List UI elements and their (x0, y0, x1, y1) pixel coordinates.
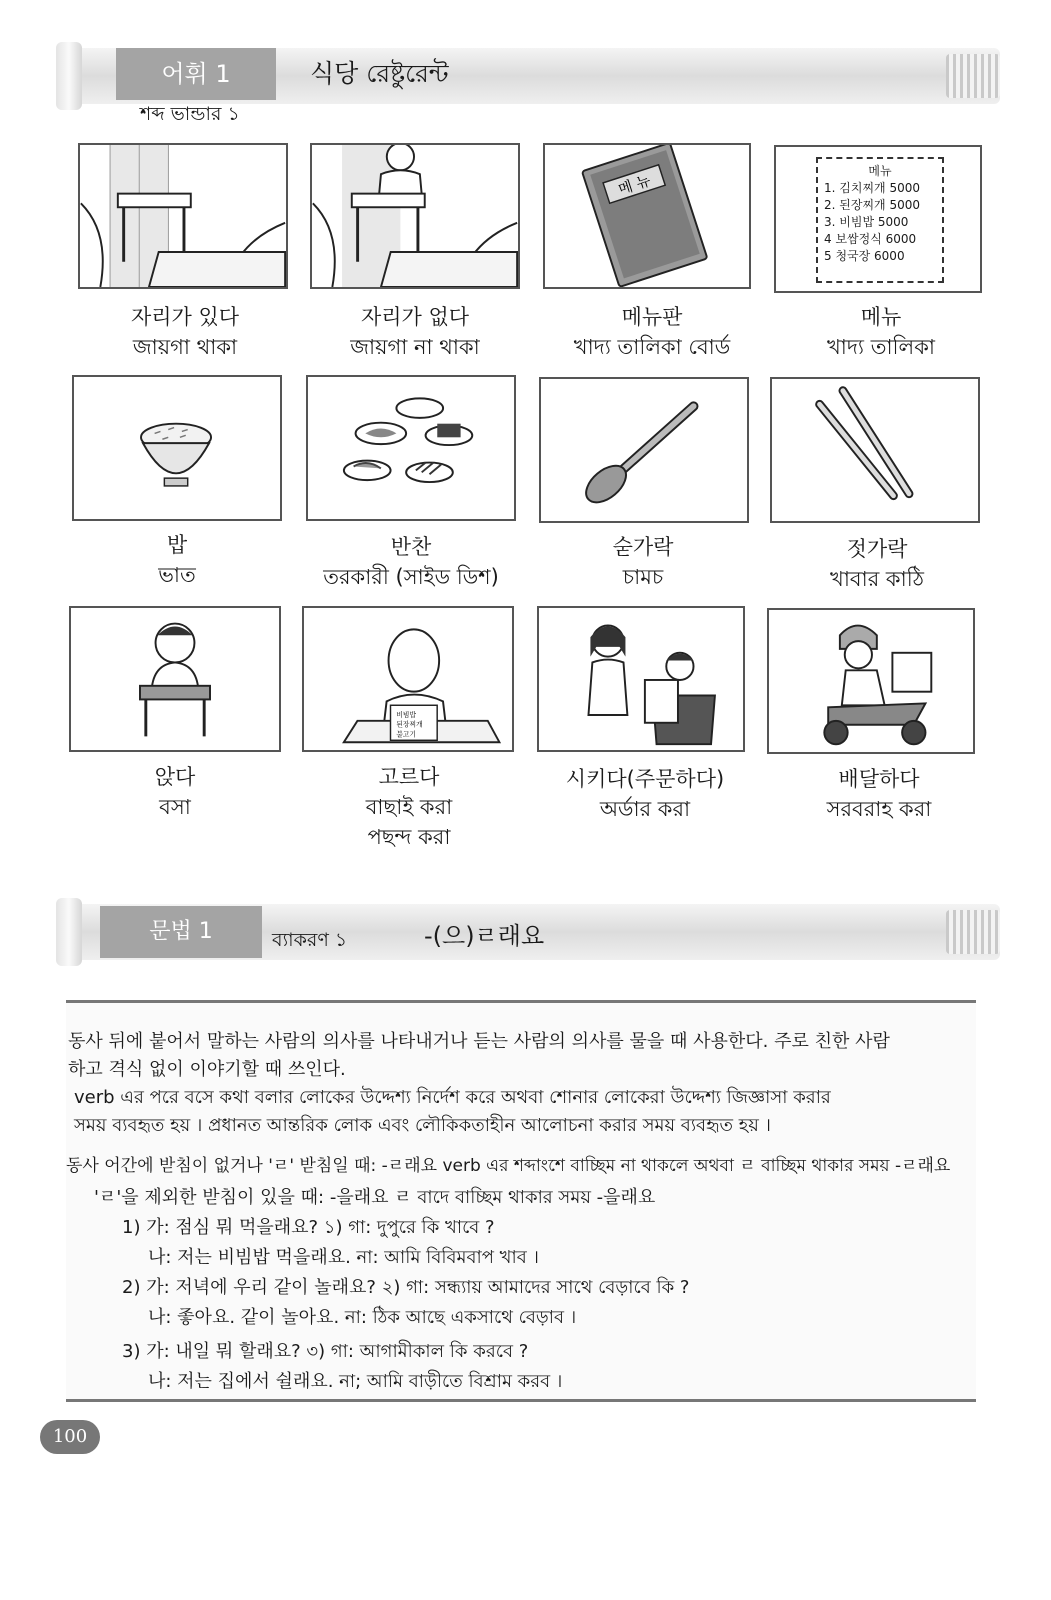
spoon-image (539, 377, 749, 523)
example-question: 2) 가: 저녁에 우리 같이 놀래요? ২) গা: সন্ধ্যায় আমাদের সাথে বেড়াবে কি ? (122, 1277, 690, 1298)
vocab-caption (70, 302, 300, 362)
caption-korean: 밥 (166, 533, 188, 557)
seat-unavailable-image (310, 143, 520, 289)
example-answer: 나: 저는 비빔밥 먹을래요. না: আমি বিবিমবাপ খাব । (148, 1247, 539, 1268)
choose-image (302, 606, 514, 752)
caption-korean: 고르다 (378, 765, 440, 789)
example-question: 1) 가: 점심 뭐 먹을래요? ১) গা: দুপুরে কি খাবে ? (122, 1217, 495, 1238)
caption-bengali: অর্ডার করা (599, 797, 691, 821)
menu-board-heading: 메뉴 (868, 164, 892, 178)
grammar-label: ব্যাকরণ ১ (272, 929, 348, 951)
caption-bengali: বসা (159, 795, 191, 819)
caption-bengali: জায়গা থাকা (132, 335, 238, 359)
grammar-line: verb এর পরে বসে কথা বলার লোকের উদ্দেশ্য নির্দেশ করে অথবা শোনার লোকেরা উদ্দেশ্য জিজ্ঞাসা করার (74, 1087, 831, 1108)
banner-left-cap (56, 42, 82, 110)
menu-board-item: 2. 된장찌개 5000 (824, 198, 920, 212)
vocab-caption (296, 532, 526, 592)
grammar-line: 동사 어간에 받침이 없거나 'ㄹ' 받침일 때: -ㄹ래요 verb এর শব্দাংশে বাচ্ছিম না থাকলে অথবা ㄹ বাচ্ছিম থাকার সময় -ㄹ래요 (66, 1156, 951, 1176)
grammar-tag: 문법 1 (100, 906, 262, 958)
menu-board-item: 1. 김치찌개 5000 (824, 181, 920, 195)
caption-korean: 메뉴판 (621, 305, 683, 329)
grammar-line: 동사 뒤에 붙어서 말하는 사람의 의사를 나타내거나 듣는 사람의 의사를 물을 때 사용한다. 주로 친한 사람 (68, 1031, 890, 1052)
example-question: 3) 가: 내일 뭐 할래요? ৩) গা: আগামীকাল কি করবে ? (122, 1341, 529, 1362)
caption-bengali: খাবার কাঠি (830, 567, 924, 591)
vocab-caption (300, 302, 530, 362)
grammar-line: 'ㄹ'을 제외한 받침이 있을 때: -을래요 ㄹ বাদে বাচ্ছিম থাকার সময় -을래요 (94, 1187, 656, 1208)
banner-right-cap (946, 910, 1000, 954)
seat-available-image (78, 143, 288, 289)
caption-bengali: তরকারী (সাইড ডিশ) (323, 565, 499, 589)
menu-board-item: 3. 비빔밥 5000 (824, 215, 909, 229)
menu-board (816, 157, 944, 283)
vocab-caption (762, 534, 992, 594)
vocab-banner (60, 48, 1000, 104)
caption-korean: 젓가락 (846, 537, 908, 561)
caption-korean: 시키다(주문하다) (565, 767, 725, 791)
rice-image (72, 375, 282, 521)
menu-board-image (774, 145, 982, 293)
grammar-box (66, 1000, 976, 1402)
caption-korean: 자리가 있다 (130, 305, 240, 329)
example-answer: 나: 좋아요. 같이 놀아요. না: ঠিক আছে একসাথে বেড়াব । (148, 1307, 577, 1328)
page-number: 100 (40, 1420, 100, 1454)
caption-korean: 배달하다 (838, 767, 920, 791)
deliver-image (767, 608, 975, 754)
vocab-caption (530, 764, 760, 824)
caption-korean: 앉다 (154, 765, 196, 789)
grammar-line: 하고 격식 없이 이야기할 때 쓰인다. (68, 1059, 346, 1080)
caption-bengali: সরবরাহ করা (826, 797, 932, 821)
order-image (537, 606, 745, 752)
vocab-caption (764, 764, 994, 824)
handwritten-note: 비빔밥 (396, 710, 417, 719)
vocab-caption (528, 532, 758, 592)
caption-bengali: বাছাই করা (365, 795, 453, 819)
grammar-line: সময় ব্যবহৃত হয় । প্রধানত আন্তরিক লোক এবং লৌকিকতাহীন আলোচনা করার সময় ব্যবহৃত হয় । (74, 1115, 771, 1136)
handwritten-note: 된장찌개 (396, 720, 423, 729)
banner-left-cap (56, 898, 82, 966)
handwritten-note: 불고기 (396, 730, 417, 739)
caption-bengali: চামচ (622, 565, 664, 589)
caption-korean: 자리가 없다 (360, 305, 470, 329)
caption-bengali: জায়গা না থাকা (350, 335, 480, 359)
banner-right-cap (946, 54, 1000, 98)
chopsticks-image (770, 377, 980, 523)
vocab-caption (766, 302, 996, 362)
caption-bengali: ভাত (158, 563, 196, 587)
vocab-subtitle: শব্দ ভান্ডার ১ (140, 103, 240, 125)
vocab-title: 식당 রেষ্টুরেন্ট (310, 59, 449, 88)
vocab-caption (62, 530, 292, 590)
example-answer: 나: 저는 집에서 쉴래요. না; আমি বাড়ীতে বিশ্রাম করব । (148, 1371, 563, 1392)
caption-bengali: খাদ্য তালিকা (827, 335, 935, 359)
caption-korean: 숟가락 (612, 535, 674, 559)
menu-book-label: 메 뉴 (616, 172, 653, 199)
sit-image (69, 606, 281, 752)
menu-board-item: 4 보쌈정식 6000 (824, 232, 917, 246)
caption-bengali-alt: পছন্দ করা (367, 825, 451, 849)
vocab-caption (537, 302, 767, 362)
caption-korean: 반찬 (390, 535, 432, 559)
grammar-pattern: -(으)ㄹ래요 (424, 922, 545, 950)
menu-book-image (543, 143, 751, 289)
vocab-caption (60, 762, 290, 822)
side-dishes-image (306, 375, 516, 521)
caption-bengali: খাদ্য তালিকা বোর্ড (573, 335, 731, 359)
vocab-tag: 어휘 1 (116, 48, 276, 100)
menu-board-item: 5 청국장 6000 (824, 249, 905, 263)
vocab-caption (294, 762, 524, 852)
caption-korean: 메뉴 (860, 305, 902, 329)
